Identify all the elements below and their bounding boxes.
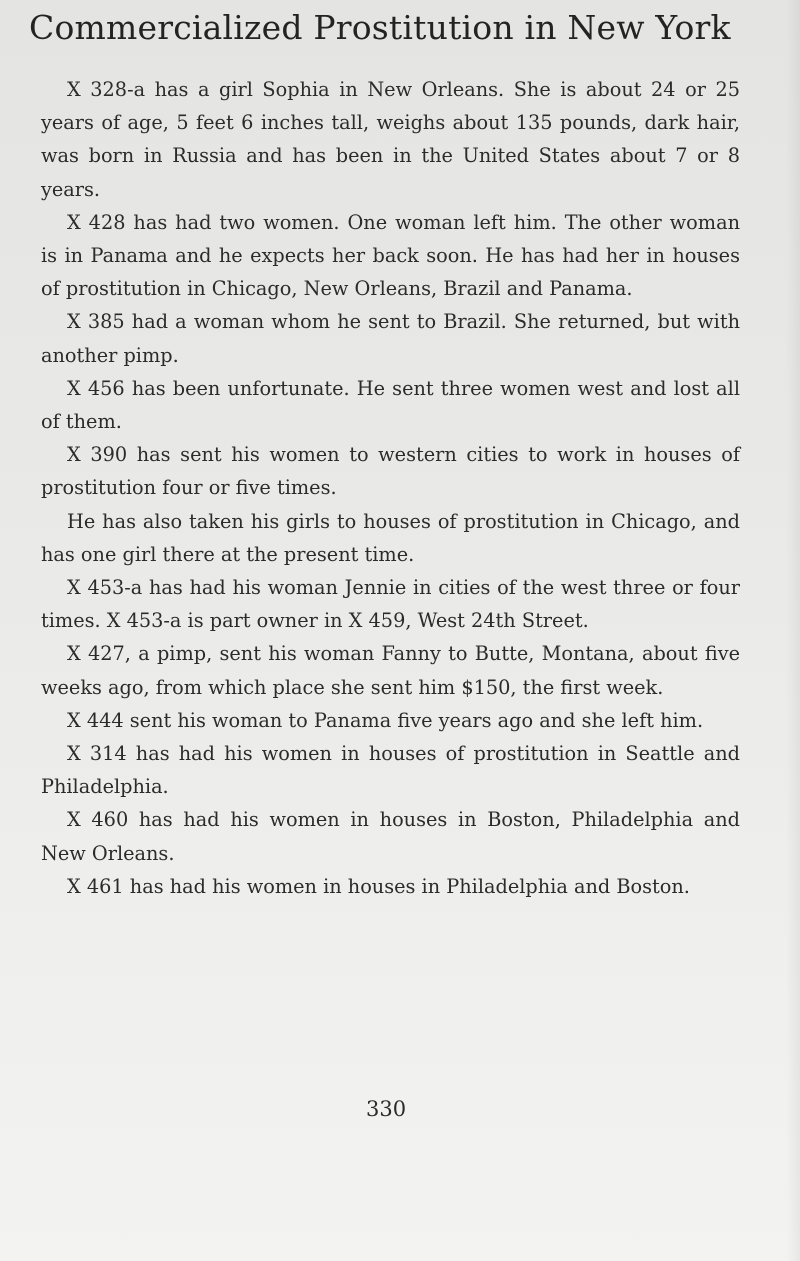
paragraph: X 460 has had his women in houses in Boston, Philadelphia and New Orleans. [41, 808, 740, 865]
paragraph: X 461 has had his women in houses in Philadelphia and Boston. [67, 874, 690, 898]
paragraph: X 385 had a woman whom he sent to Brazil. She returned, but with another pimp. [41, 310, 740, 367]
paragraph: He has also taken his girls to houses of prostitution in Chicago, and has one girl there at the present time. [41, 509, 740, 566]
page-edge-shadow [786, 0, 800, 1261]
paragraph: X 428 has had two women. One woman left him. The other woman is in Panama and he expects her back soon. He has had her in houses of prostitution in Chicago, New Orleans, Brazil and Panama. [41, 210, 740, 301]
paragraph: X 444 sent his woman to Panama five years ago and she left him. [67, 708, 704, 732]
paragraph: X 456 has been unfortunate. He sent three women west and lost all of them. [41, 376, 740, 434]
body-text [41, 73, 740, 903]
paragraph: X 328-a has a girl Sophia in New Orleans. She is about 24 or 25 years of age, 5 feet 6 inches tall, weighs about 135 pounds, dark hair, was born in Russia and has been in the United States about 7 or 8 years. [41, 78, 740, 201]
page-number: 330 [366, 1097, 407, 1121]
paragraph: X 314 has had his women in houses of prostitution in Seattle and Philadelphia. [41, 742, 740, 799]
paragraph: X 453-a has had his woman Jennie in cities of the west three or four times. X 453-a is part owner in X 459, West 24th Street. [41, 576, 740, 633]
paragraph: X 427, a pimp, sent his woman Fanny to Butte, Montana, about five weeks ago, from which place she sent him $150, the first week. [41, 642, 740, 699]
running-head-title: Commercialized Prostitution in New York [29, 8, 731, 47]
paragraph: X 390 has sent his women to western cities to work in houses of prostitution four or five times. [41, 443, 740, 500]
